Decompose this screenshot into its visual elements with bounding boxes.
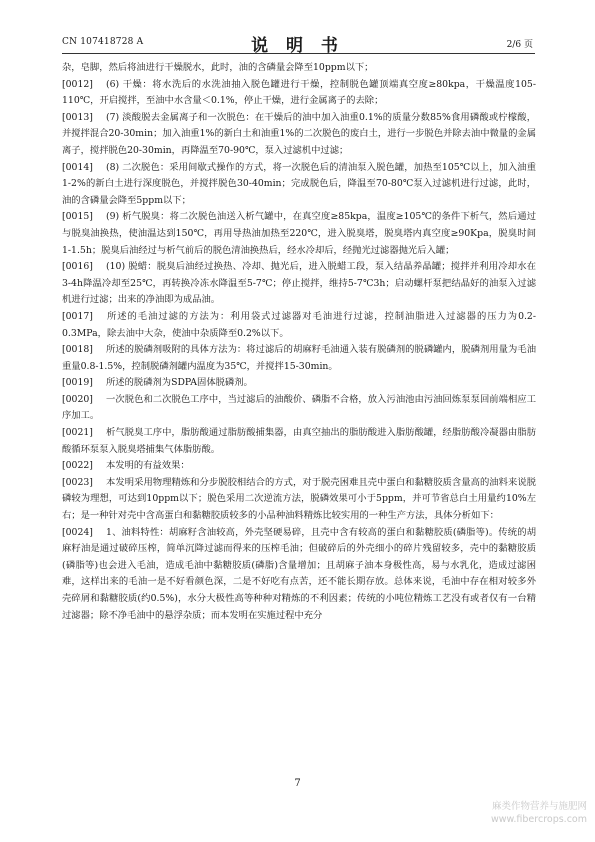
paragraph-number: [0021]	[62, 427, 93, 439]
paragraph-text: (6) 干燥：将水洗后的水洗油抽入脱色罐进行干燥，控制脱色罐顶端真空度≥80kpa，干燥温度105-110℃，开启搅拌，至油中水含量＜0.1%，停止干燥，进行金属离子的去除；	[62, 78, 536, 107]
paragraph-text: 所述的脱磷剂吸附的具体方法为：将过滤后的胡麻籽毛油通入装有脱磷剂的脱磷罐内，脱磷剂用量为毛油重量0.8-1.5%，控制脱磷剂罐内温度为35℃，并搅拌15-30min。	[62, 344, 536, 372]
paragraph-number: [0022]	[62, 460, 93, 472]
paragraph-text: 一次脱色和二次脱色工序中，当过滤后的油酸价、磷脂不合格，放入污油池由污油回炼泵泵回前端相应工序加工。	[62, 393, 536, 422]
paragraph-number: [0012]	[62, 78, 93, 90]
paragraph-number: [0014]	[62, 161, 93, 173]
paragraph	[62, 525, 536, 625]
paragraph	[62, 392, 536, 425]
paragraph-number: [0015]	[62, 211, 93, 223]
page-title: 说 明 书	[251, 36, 344, 56]
paragraph-text: (9) 析气脱臭：将二次脱色油送入析气罐中，在真空度≥85kpa，温度≥105℃的条件下析气，然后通过与脱臭油换热，使油温达到150℃，再用导热油加热至220℃，进入脱臭塔，脱臭塔内真空度≥90Kpa，脱臭时间1-1.5h；脱臭后油经过与析气前后的脱色清油换热后，经水冷却后，经抛光过滤器抛光后入罐；	[62, 211, 536, 256]
paragraph	[62, 110, 536, 160]
paragraph-number: [0023]	[62, 476, 93, 488]
paragraph-number: [0020]	[62, 393, 93, 405]
paragraph	[62, 60, 536, 77]
paragraph	[62, 475, 536, 525]
paragraph	[62, 209, 536, 259]
paragraph	[62, 425, 536, 458]
watermark-line-2: www.fibercrops.com	[490, 814, 587, 825]
paragraph-number: [0024]	[62, 526, 93, 538]
paragraph	[62, 458, 536, 475]
paragraph-number: [0016]	[62, 261, 93, 273]
paragraph-text: (10) 脱蜡：脱臭后油经过换热、冷却、抛光后，进入脱蜡工段，泵入结晶养晶罐；搅拌并利用冷却水在3-4h降温冷却至25℃，再转换冷冻水降温至5-7℃；停止搅拌，维持5-7℃3h；启动螺杆泵把结晶好的油泵入过滤机进行过滤；出来的净油即为成品油。	[62, 261, 536, 306]
watermark	[491, 800, 587, 826]
paragraph-text: 本发明采用物理精炼和分步脱胶相结合的方式，对于脱壳困难且壳中蛋白和黏糖胶质含量高的油料来说脱磷较为理想，可达到10ppm以下；脱色采用二次逆流方法，脱磷效果可小于5ppm，并可节省总白土用量约10%左右；是一种针对壳中含高蛋白和黏糖胶质较多的小品种油料精炼比较实用的一种生产方法，具体分析如下：	[62, 476, 536, 522]
paragraph-text: 析气脱臭工序中，脂肪酸通过脂肪酸捕集器，由真空抽出的脂肪酸进入脂肪酸罐，经脂肪酸冷凝器由脂肪酸循环泵泵入脱臭塔捕集气体脂肪酸。	[62, 427, 536, 455]
paragraph-text: (8) 二次脱色：采用间歇式操作的方式，将一次脱色后的清油泵入脱色罐，加热至105℃以上，加入油重1-2%的新白土进行深度脱色，并搅拌脱色30-40min；完成脱色后，降温至70-80℃泵入过滤机进行过滤，此时，油的含磷量会降至5ppm以下；	[62, 161, 536, 206]
document-body	[62, 60, 536, 624]
paragraph-text: 杂，皂脚，然后将油进行干燥脱水，此时，油的含磷量会降至10ppm以下；	[62, 62, 374, 73]
paragraph-text: (7) 淡酸脱去金属离子和一次脱色：在干燥后的油中加入油重0.1%的质量分数85%食用磷酸或柠檬酸，并搅拌混合20-30min；加入油重1%的新白土和油重1%的二次脱色的废白土，进行一步脱色并除去油中微量的金属离子，搅拌脱色20-30min，再降温至70-90℃，泵入过滤机中过滤；	[62, 111, 536, 156]
paragraph-number: [0013]	[62, 111, 93, 123]
paragraph-number: [0018]	[62, 344, 93, 356]
paragraph	[62, 309, 536, 342]
paragraph-number: [0017]	[62, 310, 93, 322]
page-number: 7	[294, 778, 301, 789]
paragraph-text: 1、油料特性：胡麻籽含油较高，外壳坚硬易碎，且壳中含有较高的蛋白和黏糖胶质(磷脂等)。传统的胡麻籽油是通过破碎压榨，简单沉降过滤而得来的压榨毛油；但破碎后的外壳细小的碎片残留较多，壳中的黏糖胶质(磷脂等)也会进入毛油，造成毛油中黏糖胶质(磷脂)含量增加；且胡麻子油本身极性高，易与水乳化，造成过滤困难，这样出来的毛油一是不好看颜色深，二是不好吃有点苦，还不能长期存放。总体来说，毛油中存在相对较多外壳碎屑和黏糖胶质(约0.5%)，水分大极性高等种种对精炼的不利因素；传统的小吨位精炼工艺没有或者仅有一台精过滤器；除不净毛油中的悬浮杂质；而本发明在实施过程中充分	[62, 526, 536, 621]
paragraph-text: 所述的脱磷剂为SDPA固体脱磷剂。	[106, 377, 253, 389]
paragraph	[62, 342, 536, 375]
paragraph	[62, 375, 536, 392]
page-counter: 2/6 页	[506, 40, 533, 50]
paragraph	[62, 160, 536, 210]
paragraph-text: 所述的毛油过滤的方法为：利用袋式过滤器对毛油进行过滤，控制油脂进入过滤器的压力为0.2-0.3MPa，除去油中大杂，使油中杂质降至0.2%以下。	[62, 310, 536, 339]
document-number: CN 107418728 A	[62, 37, 144, 47]
paragraph-number: [0019]	[62, 377, 93, 389]
paragraph-text: 本发明的有益效果：	[106, 460, 190, 472]
header-divider	[62, 53, 535, 54]
paragraph	[62, 77, 536, 110]
watermark-line-1: 麻类作物营养与施肥网	[491, 801, 587, 812]
paragraph	[62, 259, 536, 309]
